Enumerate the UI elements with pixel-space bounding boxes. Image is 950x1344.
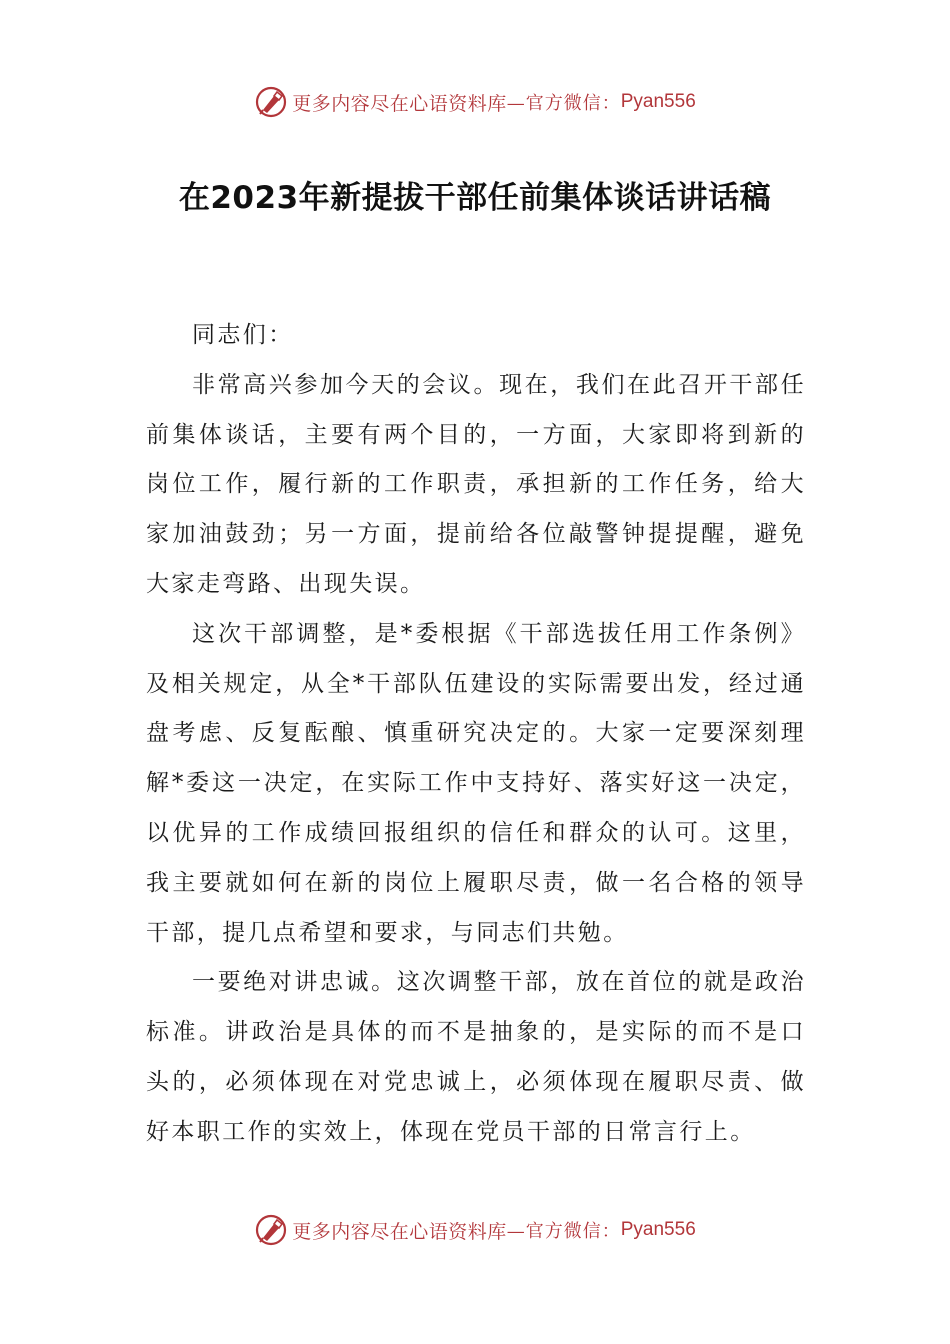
header-watermark: [0, 82, 950, 122]
body-paragraph: 非常高兴参加今天的会议。现在，我们在此召开干部任前集体谈话，主要有两个目的，一方面，大家即将到新的岗位工作，履行新的工作职责，承担新的工作任务，给大家加油鼓劲；另一方面，提前给各位敲警钟提提醒，避免大家走弯路、出现失误。: [146, 371, 806, 597]
document-title: 在2023年新提拔干部任前集体谈话讲话稿: [178, 180, 772, 216]
body-paragraph: 一要绝对讲忠诚。这次调整干部，放在首位的就是政治标准。讲政治是具体的而不是抽象的，是实际的而不是口头的，必须体现在对党忠诚上，必须体现在履职尽责、做好本职工作的实效上，体现在党员干部的日常言行上。: [146, 969, 806, 1145]
watermark-wechat-label: —官方微信：: [506, 1221, 621, 1242]
pen-nib-logo-icon: [254, 85, 288, 119]
watermark-brand-text: 更多内容尽在心语资料库: [292, 92, 507, 115]
salutation-paragraph: 同志们：: [192, 322, 294, 348]
watermark-account: Pyan556: [620, 1219, 696, 1240]
pen-nib-logo-icon: [254, 1213, 288, 1247]
document-body: [146, 311, 806, 1158]
watermark-account: Pyan556: [620, 91, 696, 112]
body-paragraph: 这次干部调整，是*委根据《干部选拔任用工作条例》及相关规定，从全*干部队伍建设的实际需要出发，经过通盘考虑、反复酝酿、慎重研究决定的。大家一定要深刻理解*委这一决定，在实际工作中支持好、落实好这一决定，以优异的工作成绩回报组织的信任和群众的认可。这里，我主要就如何在新的岗位上履职尽责，做一名合格的领导干部，提几点希望和要求，与同志们共勉。: [146, 620, 806, 946]
watermark-wechat-label: —官方微信：: [506, 93, 621, 114]
watermark-brand-text: 更多内容尽在心语资料库: [292, 1220, 507, 1243]
footer-watermark: [0, 1210, 950, 1250]
